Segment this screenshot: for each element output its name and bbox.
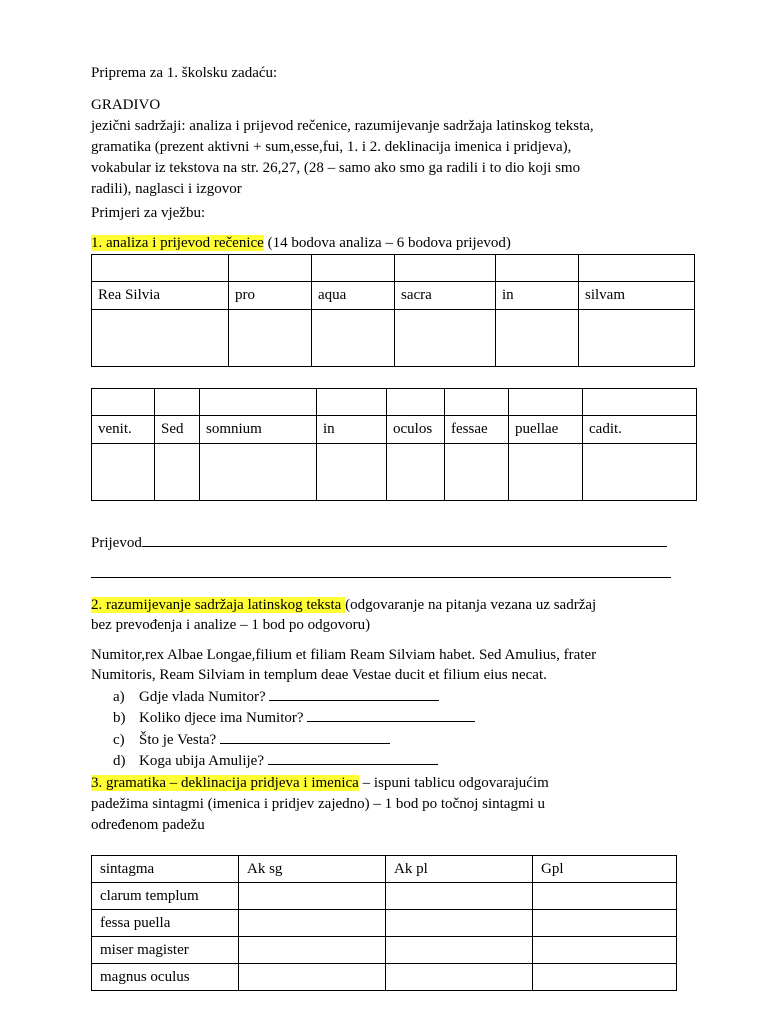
table-cell[interactable]: [92, 389, 155, 416]
table-cell[interactable]: [200, 389, 317, 416]
section1-highlight: 1. analiza i prijevod rečenice: [91, 235, 264, 251]
table-cell[interactable]: [92, 310, 229, 367]
question-marker: c): [113, 732, 125, 748]
section2-desc-line: bez prevođenja i analize – 1 bod po odgovoru): [91, 617, 371, 633]
question-item: [113, 729, 390, 750]
question-marker: d): [113, 753, 126, 769]
question-text: Koliko djece ima Numitor?: [139, 710, 308, 726]
table-cell[interactable]: [92, 444, 155, 501]
section2-heading: [91, 595, 596, 615]
declension-table: [91, 855, 677, 991]
phrase-cell: miser magister: [92, 937, 239, 964]
phrase-cell: clarum templum: [92, 883, 239, 910]
question-item: [113, 686, 439, 707]
translation-line: [91, 532, 667, 553]
section2-desc: (odgovaranje na pitanja vezana uz sadržaj: [345, 597, 597, 613]
section3-highlight: 3. gramatika – deklinacija pridjeva i imenica: [91, 775, 359, 791]
word-cell: oculos: [387, 416, 445, 444]
question-item: [113, 750, 438, 771]
translation-label: Prijevod: [91, 535, 142, 551]
gradivo-line: jezični sadržaji: analiza i prijevod rečenice, razumijevanje sadržaja latinskog teksta,: [91, 118, 594, 134]
table-cell[interactable]: [395, 255, 496, 282]
section3-desc: – ispuni tablicu odgovarajućim: [358, 775, 549, 791]
section1-heading: [91, 233, 511, 253]
word-cell: silvam: [579, 282, 695, 310]
column-header: sintagma: [92, 856, 239, 883]
word-cell: pro: [229, 282, 312, 310]
answer-cell[interactable]: [533, 883, 677, 910]
table-cell[interactable]: [155, 444, 200, 501]
word-cell: Sed: [155, 416, 200, 444]
section1-points: (14 bodova analiza – 6 bodova prijevod): [263, 235, 511, 251]
table-cell[interactable]: [579, 255, 695, 282]
table-cell[interactable]: [229, 255, 312, 282]
document-title: Priprema za 1. školsku zadaću:: [91, 65, 278, 81]
table-cell[interactable]: [200, 444, 317, 501]
word-cell: sacra: [395, 282, 496, 310]
gradivo-line: gramatika (prezent aktivni + sum,esse,fui, 1. i 2. deklinacija imenica i pridjeva),: [91, 139, 572, 155]
table-cell[interactable]: [317, 444, 387, 501]
question-item: [113, 707, 475, 728]
table-cell[interactable]: [445, 389, 509, 416]
answer-blank[interactable]: [307, 707, 475, 722]
table-cell[interactable]: [445, 444, 509, 501]
translation-line-2: [91, 563, 671, 584]
word-cell: fessae: [445, 416, 509, 444]
word-cell: venit.: [92, 416, 155, 444]
section3-desc-line: padežima sintagmi (imenica i pridjev zajedno) – 1 bod po točnoj sintagmi u: [91, 796, 546, 812]
table-cell[interactable]: [312, 255, 395, 282]
answer-blank[interactable]: [268, 750, 438, 765]
table-cell[interactable]: [583, 444, 697, 501]
table-cell[interactable]: [92, 255, 229, 282]
word-cell: in: [317, 416, 387, 444]
phrase-cell: fessa puella: [92, 910, 239, 937]
table-cell[interactable]: [496, 310, 579, 367]
column-header: Ak sg: [239, 856, 386, 883]
answer-cell[interactable]: [533, 910, 677, 937]
word-cell: Rea Silvia: [92, 282, 229, 310]
column-header: Ak pl: [386, 856, 533, 883]
table-cell[interactable]: [317, 389, 387, 416]
table-cell[interactable]: [579, 310, 695, 367]
answer-cell[interactable]: [533, 964, 677, 991]
word-cell: cadit.: [583, 416, 697, 444]
answer-cell[interactable]: [386, 910, 533, 937]
table-cell[interactable]: [229, 310, 312, 367]
question-marker: a): [113, 689, 125, 705]
latin-text-line: Numitoris, Ream Silviam in templum deae Vestae ducit et filium eius necat.: [91, 667, 547, 683]
table-cell[interactable]: [387, 389, 445, 416]
analysis-table-2: [91, 388, 697, 501]
answer-cell[interactable]: [239, 937, 386, 964]
section3-desc-line: određenom padežu: [91, 817, 205, 833]
examples-label: Primjeri za vježbu:: [91, 205, 206, 221]
column-header: Gpl: [533, 856, 677, 883]
word-cell: in: [496, 282, 579, 310]
gradivo-heading: GRADIVO: [91, 97, 161, 113]
word-cell: somnium: [200, 416, 317, 444]
question-text: Koga ubija Amulije?: [139, 753, 268, 769]
answer-blank[interactable]: [269, 686, 439, 701]
analysis-table-1: [91, 254, 695, 367]
section2-highlight: 2. razumijevanje sadržaja latinskog teksta: [91, 597, 346, 613]
answer-cell[interactable]: [386, 937, 533, 964]
table-cell[interactable]: [509, 389, 583, 416]
gradivo-line: radili), naglasci i izgovor: [91, 181, 242, 197]
translation-blank[interactable]: [91, 563, 671, 578]
section3-heading: [91, 773, 549, 793]
answer-cell[interactable]: [386, 964, 533, 991]
answer-blank[interactable]: [220, 729, 390, 744]
phrase-cell: magnus oculus: [92, 964, 239, 991]
table-cell[interactable]: [509, 444, 583, 501]
table-cell[interactable]: [395, 310, 496, 367]
question-text: Gdje vlada Numitor?: [139, 689, 270, 705]
answer-cell[interactable]: [239, 964, 386, 991]
word-cell: aqua: [312, 282, 395, 310]
answer-cell[interactable]: [533, 937, 677, 964]
word-cell: puellae: [509, 416, 583, 444]
table-cell[interactable]: [312, 310, 395, 367]
answer-cell[interactable]: [239, 883, 386, 910]
table-cell[interactable]: [583, 389, 697, 416]
table-cell[interactable]: [496, 255, 579, 282]
table-cell[interactable]: [155, 389, 200, 416]
table-cell[interactable]: [387, 444, 445, 501]
gradivo-line: vokabular iz tekstova na str. 26,27, (28 – samo ako smo ga radili i to dio koji smo: [91, 160, 581, 176]
question-marker: b): [113, 710, 126, 726]
answer-cell[interactable]: [239, 910, 386, 937]
translation-blank[interactable]: [142, 532, 667, 547]
latin-text-line: Numitor,rex Albae Longae,filium et filiam Ream Silviam habet. Sed Amulius, frater: [91, 647, 597, 663]
answer-cell[interactable]: [386, 883, 533, 910]
question-text: Što je Vesta?: [139, 732, 220, 748]
